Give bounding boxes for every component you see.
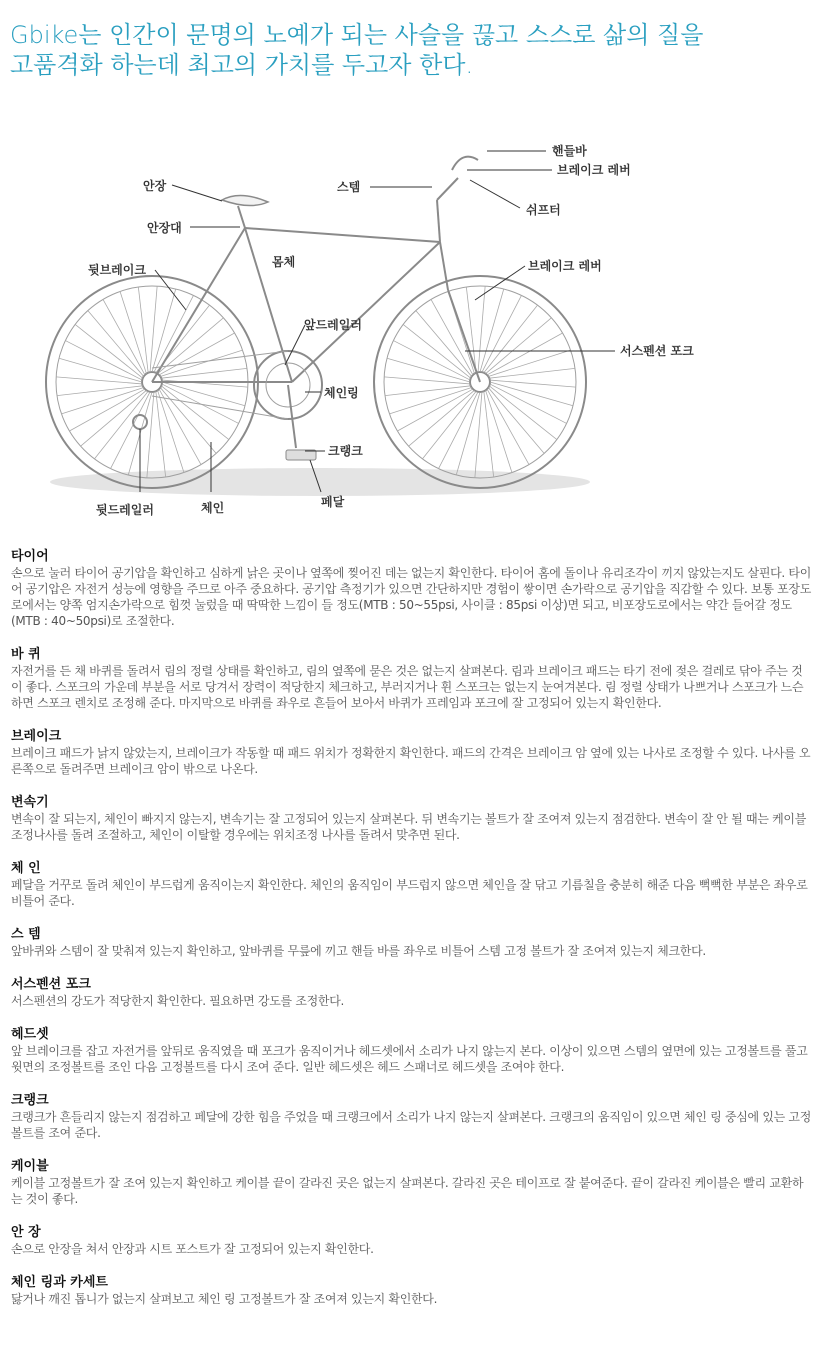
wheel-spoke (484, 391, 494, 477)
wheel-spoke (111, 392, 150, 469)
label-front-derailleur: 앞드레일러 (304, 318, 362, 332)
wheel-spoke (160, 350, 242, 376)
section-chain (11, 860, 811, 909)
wheel-spoke (475, 392, 482, 478)
wheel-spoke (393, 341, 470, 380)
headline-line-2: 고품격화 하는데 최고의 가치를 두고자 한다. (10, 51, 474, 79)
section-body: 크랭크가 흔들리지 않는지 점검하고 페달에 강한 힘을 주었을 때 크랭크에서 소리가 나지 않는지 살펴본다. 크랭크의 움직임이 있으면 체인 링 중심에 있는 고정볼트를 조여 준다. (11, 1110, 812, 1140)
section-saddle (11, 1224, 811, 1257)
headline-line-1: Gbike는 인간이 문명의 노예가 되는 사슬을 끊고 스스로 삶의 질을 (10, 21, 704, 49)
wheel-spoke (403, 324, 471, 378)
section-derailleur (11, 794, 811, 843)
maintenance-sections (11, 548, 811, 1324)
wheel-spoke (488, 350, 570, 376)
section-body: 손으로 안장을 쳐서 안장과 시트 포스트가 잘 고정되어 있는지 확인한다. (11, 1242, 374, 1256)
section-stem (11, 926, 811, 959)
wheel-spoke (57, 386, 143, 396)
section-title: 체 인 (11, 861, 41, 876)
label-brake-lever-mid: 브레이크 레버 (528, 259, 602, 273)
wheel-spoke (147, 392, 154, 478)
wheel-spoke (154, 295, 193, 372)
section-title: 브레이크 (11, 729, 62, 744)
wheel-spoke (158, 390, 184, 472)
label-chainring: 체인링 (324, 386, 359, 400)
label-rear-brake: 뒷브레이크 (88, 263, 146, 277)
section-body: 손으로 눌러 타이어 공기압을 확인하고 심하게 낡은 곳이나 옆쪽에 찢어진 데는 없는지 확인한다. 타이어 홈에 돌이나 유리조각이 끼지 않았는지도 살핀다. 타이어 공기압은 자전거 성능에 영향을 주므로 아주 중요하다. 공기압 측정기가 있으면 간단하지만 경험이 쌓이면 손가락으로 공기압을 직감할 수 있다. 보통 포장도로에서는 양쪽 엄지손가락으로 힘껏 눌렀을 때 딱딱한 느낌이 들 정도(MTB : 50~55psi, 사이클 : 85psi 이상)면 되고, 비포장도로에서는 약간 들어갈 정도(MTB : 40~50psi)로 조절한다. (11, 566, 812, 628)
wheel-spoke (385, 386, 471, 396)
section-body: 브레이크 패드가 낡지 않았는지, 브레이크가 작동할 때 패드 위치가 정확한지 확인한다. 패드의 간격은 브레이크 암 옆에 있는 나사로 조정할 수 있다. 나사를 오른쪽으로 돌려주면 브레이크 암이 밖으로 나온다. (11, 746, 811, 776)
label-brake-lever-top: 브레이크 레버 (557, 163, 631, 177)
section-title: 변속기 (11, 795, 49, 810)
bike-frame (152, 157, 480, 382)
wheel-spoke (65, 341, 142, 380)
wheel-spoke (389, 388, 471, 414)
label-rear-derailleur: 뒷드레일러 (96, 503, 154, 517)
section-tire (11, 548, 811, 629)
section-body: 페달을 거꾸로 돌려 체인이 부드럽게 움직이는지 확인한다. 체인의 움직임이 부드럽지 않으면 체인을 잘 닦고 기름칠을 충분히 해준 다음 뻑뻑한 부분은 좌우로 비틀어 준다. (11, 878, 808, 908)
wheel-spoke (56, 377, 142, 384)
section-cable (11, 1158, 811, 1207)
label-saddle: 안장 (143, 179, 167, 193)
label-crank: 크랭크 (328, 444, 363, 458)
label-pedal: 페달 (321, 495, 345, 509)
wheel-spoke (138, 287, 148, 373)
section-headset (11, 1026, 811, 1075)
section-body: 변속이 잘 되는지, 체인이 빠지지 않는지, 변속기는 잘 고정되어 있는지 살펴본다. 뒤 변속기는 볼트가 잘 조여져 있는지 점검한다. 변속이 잘 안 될 때는 케이블 조정나사를 돌려 조절하고, 체인이 이탈할 경우에는 위치조정 나사를 돌려서 맞추면 된다. (11, 812, 807, 842)
wheel-spoke (482, 295, 521, 372)
section-title: 체인 링과 카세트 (11, 1275, 108, 1290)
label-suspension-fork: 서스펜션 포크 (620, 344, 694, 358)
section-title: 케이블 (11, 1159, 49, 1174)
wheel-spoke (161, 386, 229, 440)
wheel-spoke (120, 291, 146, 373)
wheel-spoke (486, 390, 512, 472)
section-title: 안 장 (11, 1225, 41, 1240)
wheel-spoke (61, 388, 143, 414)
wheel-spoke (489, 386, 557, 440)
label-chain: 체인 (201, 501, 225, 515)
wheel-spoke (478, 286, 485, 372)
wheel-spoke (490, 384, 567, 423)
section-title: 스 템 (11, 927, 41, 942)
page-headline (10, 20, 810, 80)
label-frame: 몸체 (272, 255, 296, 269)
wheel-spoke (384, 377, 470, 384)
wheel-spoke (484, 305, 538, 373)
ground-shadow (50, 468, 590, 496)
section-title: 서스펜션 포크 (11, 977, 91, 992)
wheel-spoke (439, 392, 478, 469)
section-title: 바 퀴 (11, 647, 41, 662)
section-wheel (11, 646, 811, 711)
section-body: 앞 브레이크를 잡고 자전거를 앞뒤로 움직였을 때 포크가 움직이거나 헤드셋에서 소리가 나지 않는지 본다. 이상이 있으면 스템의 옆면에 있는 고정볼트를 풀고 윗면의 조정볼트를 조인 다음 고정볼트를 다시 조여 준다. 일반 헤드셋은 헤드 스패너로 헤드셋을 조여야 한다. (11, 1044, 808, 1074)
wheel-spoke (161, 368, 247, 378)
section-body: 닳거나 깨진 톱니가 없는지 살펴보고 체인 링 고정볼트가 잘 조여져 있는지 확인한다. (11, 1292, 438, 1306)
label-shifter: 쉬프터 (526, 203, 561, 217)
label-stem: 스템 (337, 180, 361, 194)
label-seatpost: 안장대 (147, 221, 182, 235)
section-suspension-fork (11, 976, 811, 1009)
wheel-spoke (150, 286, 157, 372)
wheel-spoke (489, 368, 575, 378)
section-crank (11, 1092, 811, 1141)
section-body: 자전거를 든 채 바퀴를 돌려서 림의 정렬 상태를 확인하고, 림의 옆쪽에 묻은 것은 없는지 살펴본다. 림과 브레이크 패드는 타기 전에 젖은 걸레로 닦아 주는 것이 좋다. 스포크의 가운데 부분을 서로 당겨서 장력이 적당한지 체크하고, 부러지거나 휜 스포크는 없는지 눈여겨본다. 림 정렬 상태가 나쁘거나 스포크가 느슨하면 스포크 렌치로 조정해 준다. 마지막으로 바퀴를 좌우로 흔들어 보아서 바퀴가 프레임과 포크에 잘 고정되어 있는지 확인한다. (11, 664, 804, 710)
section-title: 크랭크 (11, 1093, 49, 1108)
section-body: 케이블 고정볼트가 잘 조여 있는지 확인하고 케이블 끝이 갈라진 곳은 없는지 살펴본다. 갈라진 곳은 테이프로 잘 붙여준다. 끝이 갈라진 케이블은 빨리 교환하는 것이 좋다. (11, 1176, 804, 1206)
section-chainring-cassette (11, 1274, 811, 1307)
bicycle-illustration (0, 130, 821, 530)
wheel-spoke (490, 380, 576, 387)
wheel-spoke (75, 324, 143, 378)
section-brake (11, 728, 811, 777)
wheel-spoke (422, 391, 476, 459)
section-body: 앞바퀴와 스템이 잘 맞춰져 있는지 확인하고, 앞바퀴를 무릎에 끼고 핸들 바를 좌우로 비틀어 스템 고정 볼트가 잘 조여져 있는지 체크한다. (11, 944, 706, 958)
section-body: 서스펜션의 강도가 적당한지 확인한다. 필요하면 강도를 조정한다. (11, 994, 345, 1008)
label-handlebar: 핸들바 (552, 144, 587, 158)
bicycle-diagram (0, 130, 821, 530)
section-title: 타이어 (11, 549, 49, 564)
section-title: 헤드셋 (11, 1027, 49, 1042)
wheel-spoke (156, 391, 166, 477)
